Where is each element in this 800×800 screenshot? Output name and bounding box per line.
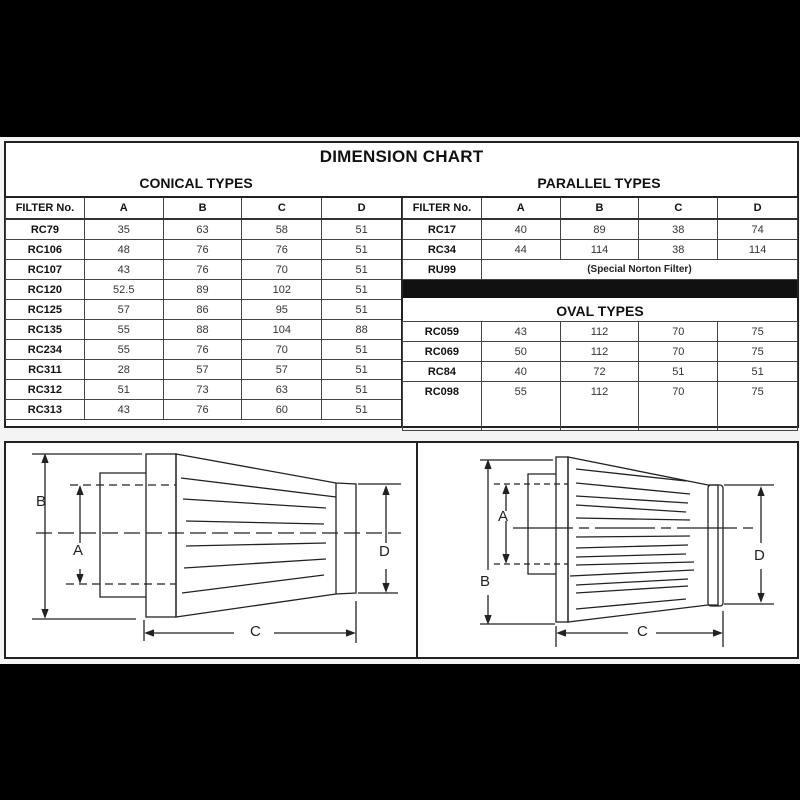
cell-a: 44	[481, 240, 560, 260]
filter-no: RC106	[6, 240, 85, 260]
cell-d: 74	[718, 219, 798, 240]
parallel-filter-diagram	[416, 441, 799, 659]
cell-a: 43	[84, 400, 163, 420]
cell-d: 51	[322, 300, 402, 320]
table-row-special	[403, 260, 798, 280]
cell-d: 51	[322, 380, 402, 400]
header-d: D	[718, 197, 798, 219]
cell-c: 76	[242, 240, 322, 260]
dimension-chart	[4, 141, 799, 428]
cell-c: 38	[639, 240, 718, 260]
cell-c: 70	[639, 322, 718, 342]
filter-no: RC84	[403, 362, 482, 382]
filter-no: RC098	[403, 382, 482, 431]
cell-b: 112	[560, 382, 639, 431]
cell-d: 51	[322, 219, 402, 240]
cell-c: 60	[242, 400, 322, 420]
cell-c: 95	[242, 300, 322, 320]
conical-table	[5, 196, 402, 420]
label-a: A	[73, 542, 84, 559]
cell-b: 114	[560, 240, 639, 260]
cell-a: 55	[84, 320, 163, 340]
header-filter-no: FILTER No.	[403, 197, 482, 219]
header-c: C	[639, 197, 718, 219]
table-row	[6, 380, 402, 400]
filter-no: RC313	[6, 400, 85, 420]
filter-no: RC107	[6, 260, 85, 280]
table-row	[403, 342, 798, 362]
cell-b: 89	[163, 280, 242, 300]
oval-table	[402, 321, 798, 431]
conical-filter-diagram	[4, 441, 418, 659]
label-d: D	[754, 547, 765, 564]
header-a: A	[84, 197, 163, 219]
cell-a: 52.5	[84, 280, 163, 300]
cell-d: 75	[718, 382, 798, 431]
header-d: D	[322, 197, 402, 219]
cell-a: 50	[481, 342, 560, 362]
label-b: B	[36, 493, 47, 510]
cell-a: 43	[84, 260, 163, 280]
cell-b: 63	[163, 219, 242, 240]
filter-no: RU99	[403, 260, 482, 280]
chart-title: DIMENSION CHART	[319, 147, 484, 166]
parallel-table	[402, 196, 798, 280]
cell-d: 88	[322, 320, 402, 340]
table-row	[403, 240, 798, 260]
cell-c: 57	[242, 360, 322, 380]
filter-no: RC312	[6, 380, 85, 400]
cell-d: 51	[322, 260, 402, 280]
cell-d: 51	[322, 280, 402, 300]
cell-b: 72	[560, 362, 639, 382]
cell-c: 70	[242, 260, 322, 280]
table-row	[403, 362, 798, 382]
label-a: A	[498, 508, 509, 525]
cell-a: 40	[481, 362, 560, 382]
cell-d: 51	[322, 360, 402, 380]
cell-a: 43	[481, 322, 560, 342]
cell-a: 57	[84, 300, 163, 320]
filter-no: RC17	[403, 219, 482, 240]
cell-a: 55	[481, 382, 560, 431]
cell-c: 63	[242, 380, 322, 400]
table-row	[403, 219, 798, 240]
table-row	[403, 382, 798, 431]
filter-no: RC120	[6, 280, 85, 300]
filter-no: RC059	[403, 322, 482, 342]
header-c: C	[242, 197, 322, 219]
cell-a: 55	[84, 340, 163, 360]
cell-c: 38	[639, 219, 718, 240]
cell-c: 58	[242, 219, 322, 240]
separator-bar	[403, 280, 797, 298]
cell-a: 40	[481, 219, 560, 240]
table-row	[6, 219, 402, 240]
cell-d: 51	[322, 240, 402, 260]
cell-d: 51	[718, 362, 798, 382]
table-row	[6, 260, 402, 280]
cell-c: 70	[639, 342, 718, 362]
conical-filter-drawing	[6, 443, 416, 657]
label-c: C	[250, 623, 261, 640]
label-b: B	[480, 573, 491, 590]
parallel-header-row	[403, 197, 798, 219]
table-row	[6, 340, 402, 360]
filter-no: RC069	[403, 342, 482, 362]
cell-b: 88	[163, 320, 242, 340]
filter-no: RC135	[6, 320, 85, 340]
cell-c: 104	[242, 320, 322, 340]
cell-d: 114	[718, 240, 798, 260]
cell-b: 112	[560, 342, 639, 362]
table-row	[6, 320, 402, 340]
cell-c: 51	[639, 362, 718, 382]
cell-b: 86	[163, 300, 242, 320]
cell-b: 76	[163, 240, 242, 260]
cell-c: 102	[242, 280, 322, 300]
label-d: D	[379, 543, 390, 560]
cell-a: 48	[84, 240, 163, 260]
table-row	[6, 280, 402, 300]
table-row	[403, 322, 798, 342]
cell-b: 76	[163, 340, 242, 360]
table-row	[6, 400, 402, 420]
parallel-types-title: PARALLEL TYPES	[537, 175, 661, 191]
cell-b: 76	[163, 400, 242, 420]
oval-types-title: OVAL TYPES	[556, 303, 644, 319]
header-b: B	[163, 197, 242, 219]
cell-b: 76	[163, 260, 242, 280]
cell-d: 51	[322, 340, 402, 360]
cell-b: 57	[163, 360, 242, 380]
filter-no: RC79	[6, 219, 85, 240]
filter-no: RC311	[6, 360, 85, 380]
cell-d: 51	[322, 400, 402, 420]
parallel-filter-drawing	[418, 443, 797, 657]
header-a: A	[481, 197, 560, 219]
header-b: B	[560, 197, 639, 219]
cell-c: 70	[639, 382, 718, 431]
filter-no: RC234	[6, 340, 85, 360]
cell-c: 70	[242, 340, 322, 360]
label-c: C	[637, 623, 648, 640]
filter-no: RC34	[403, 240, 482, 260]
table-row	[6, 240, 402, 260]
cell-d: 75	[718, 342, 798, 362]
special-note: (Special Norton Filter)	[481, 260, 797, 280]
table-row	[6, 300, 402, 320]
cell-b: 73	[163, 380, 242, 400]
cell-d: 75	[718, 322, 798, 342]
cell-a: 35	[84, 219, 163, 240]
cell-b: 112	[560, 322, 639, 342]
conical-types-title: CONICAL TYPES	[139, 175, 253, 191]
conical-header-row	[6, 197, 402, 219]
cell-b: 89	[560, 219, 639, 240]
header-filter-no: FILTER No.	[6, 197, 85, 219]
cell-a: 51	[84, 380, 163, 400]
cell-a: 28	[84, 360, 163, 380]
table-row	[6, 360, 402, 380]
filter-no: RC125	[6, 300, 85, 320]
